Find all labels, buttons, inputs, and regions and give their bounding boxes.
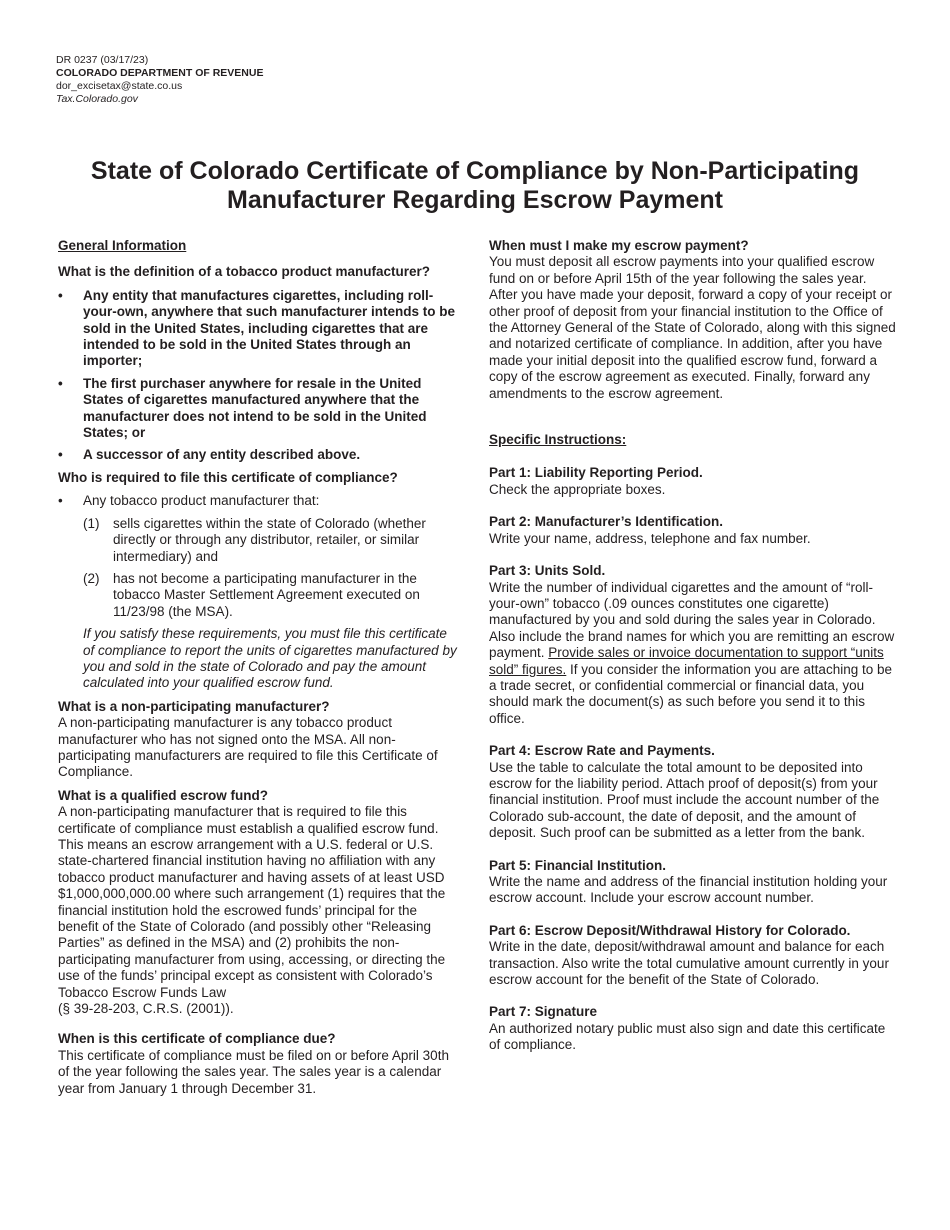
npm-answer: A non-participating manufacturer is any tobacco product manufacturer who has not signed onto the MSA. All non-participating manufacturers are required to file this Certificate of Compliance.	[58, 715, 438, 780]
right-column	[489, 238, 897, 1054]
part-title: Part 6: Escrow Deposit/Withdrawal History for Colorado.	[489, 922, 851, 938]
part-2	[489, 514, 897, 547]
definition-item: • The first purchaser anywhere for resale in the United States of cigarettes manufactured anywhere that the manufacturer does not intend to be sold in the United States; or	[58, 376, 458, 442]
part-text: Use the table to calculate the total amount to be deposited into escrow for the liability period. Attach proof of deposit(s) from your financial institution. Proof must include the account number of the Colorado sub-account, the date of deposit, and the amount of deposit. Such proof can be submitted as a letter from the bank.	[489, 759, 880, 841]
part-title: Part 3: Units Sold.	[489, 563, 606, 579]
who-numbered-list	[83, 516, 458, 620]
form-id: DR 0237 (03/17/23)	[56, 54, 149, 66]
part-text	[489, 580, 897, 728]
part-3-underlined-text: Provide sales or invoice documentation to support “units sold” figures.	[489, 645, 884, 677]
item-text: has not become a participating manufacturer in the tobacco Master Settlement Agreement executed on 11/23/98 (the MSA).	[113, 570, 420, 619]
who-list	[58, 493, 458, 509]
definition-item: • Any entity that manufactures cigarettes, including roll-your-own, anywhere that such manufacturer intends to be sold in the United States, including cigarettes that are intended to be sold in the United States through an importer;	[58, 288, 458, 370]
who-numbered-item	[83, 516, 458, 565]
who-numbered-item	[83, 571, 458, 620]
left-column	[58, 238, 458, 1097]
form-header	[56, 54, 263, 106]
qef-answer: A non-participating manufacturer that is required to file this certificate of compliance must establish a qualified escrow fund. This means an escrow arrangement with a U.S. federal or U.S. state-chartered financial institution having no affiliation with any tobacco product manufacturer and having assets of at least USD $1,000,000,000.00 where such arrangement (1) requires that the financial institution hold the escrowed funds’ principal for the benefit of the State of Colorado (and possibly other “Releasing Parties” as defined in the MSA) and (2) prohibits the non-participating manufacturer from using, accessing, or directing the use of the funds’ principal except as consistent with Colorado’s Tobacco Escrow Funds Law	[58, 804, 446, 1000]
escrow-question: When must I make my escrow payment?	[489, 238, 749, 253]
part-text: An authorized notary public must also sign and date this certificate of compliance.	[489, 1020, 886, 1053]
part-3-text-b: If you consider the information you are attaching to be a trade secret, or confidential commercial or financial data, you should mark the document(s) as such before you send it to this office.	[489, 661, 892, 726]
part-text: Write in the date, deposit/withdrawal amount and balance for each transaction. Also write the total cumulative amount currently in your escrow account for the benefit of the State of Colorado.	[489, 939, 889, 988]
title-line-2: Manufacturer Regarding Escrow Payment	[227, 186, 723, 214]
part-title: Part 5: Financial Institution.	[489, 857, 667, 873]
part-1	[489, 465, 897, 498]
who-item: • Any tobacco product manufacturer that:	[58, 493, 458, 509]
definition-list	[58, 288, 458, 464]
item-number: (2)	[83, 570, 100, 586]
general-info-heading: General Information	[58, 238, 187, 253]
due-answer: This certificate of compliance must be filed on or before April 30th of the year following the sales year. The sales year is a calendar year from January 1 through December 31.	[58, 1047, 449, 1096]
part-4	[489, 743, 897, 841]
due-question: When is this certificate of compliance due?	[58, 1031, 336, 1047]
part-7	[489, 1004, 897, 1053]
who-note: If you satisfy these requirements, you must file this certificate of compliance to report the units of cigarettes manufactured by you and sold in the state of Colorado and pay the amount calculated into your qualified escrow fund.	[83, 626, 457, 691]
title-line-1: State of Colorado Certificate of Compliance by Non-Participating	[90, 157, 860, 185]
part-title: Part 7: Signature	[489, 1004, 598, 1020]
department-name: COLORADO DEPARTMENT OF REVENUE	[56, 67, 264, 79]
part-title: Part 1: Liability Reporting Period.	[489, 465, 703, 481]
item-number: (1)	[83, 515, 100, 531]
part-text: Write your name, address, telephone and fax number.	[489, 530, 811, 546]
website: Tax.Colorado.gov	[56, 93, 138, 105]
page-title	[0, 157, 950, 215]
npm-question: What is a non-participating manufacturer?	[58, 698, 330, 714]
definition-question: What is the definition of a tobacco product manufacturer?	[58, 264, 431, 280]
specific-instructions-heading: Specific Instructions:	[489, 432, 627, 448]
who-question: Who is required to file this certificate of compliance?	[58, 469, 398, 485]
part-title: Part 4: Escrow Rate and Payments.	[489, 743, 715, 759]
part-text: Check the appropriate boxes.	[489, 481, 666, 497]
part-text: Write the name and address of the financial institution holding your escrow account. Include your escrow account number.	[489, 874, 888, 906]
escrow-answer: You must deposit all escrow payments into your qualified escrow fund on or before April 15th of the year following the sales year. After you have made your deposit, forward a copy of your receipt or other proof of deposit from your financial institution to the Office of the Attorney General of the State of Colorado, along with this signed and notarized certificate of compliance. In addition, after you have made your initial deposit into the qualified escrow fund, forward a copy of the escrow agreement as executed. Finally, forward any amendments to the escrow agreement.	[489, 254, 896, 401]
qef-question: What is a qualified escrow fund?	[58, 787, 269, 803]
part-3	[489, 563, 897, 727]
part-title: Part 2: Manufacturer’s Identification.	[489, 514, 724, 530]
item-text: sells cigarettes within the state of Colorado (whether directly or through any distributor, retailer, or similar intermediary) and	[113, 515, 426, 564]
definition-item: • A successor of any entity described above.	[58, 447, 458, 463]
contact-email: dor_excisetax@state.co.us	[56, 80, 183, 92]
qef-citation: (§ 39-28-203, C.R.S. (2001)).	[58, 1001, 234, 1017]
part-5	[489, 858, 897, 907]
part-6	[489, 923, 897, 989]
part-3-text-a: Write the number of individual cigarettes and the amount of “roll-your-own” tobacco (.09 ounces constitutes one cigarette) manufactured by you and sold during the sales year in Colorado. Also include the brand names for which you are remitting an escrow payment.	[489, 579, 895, 661]
